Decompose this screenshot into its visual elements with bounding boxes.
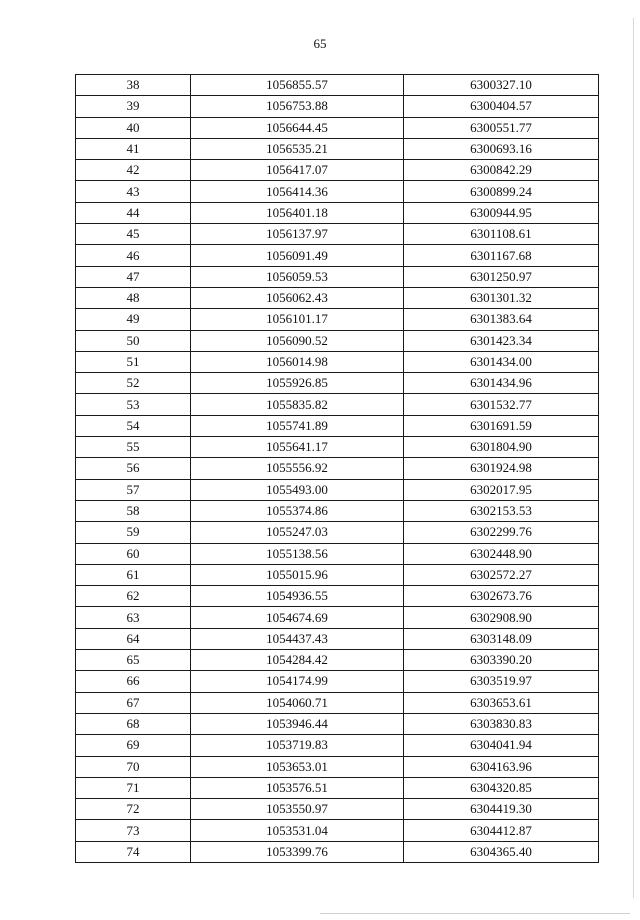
point-number-cell: 71 bbox=[76, 777, 191, 798]
table-row bbox=[76, 799, 599, 820]
point-number-cell: 45 bbox=[76, 224, 191, 245]
table-row bbox=[76, 224, 599, 245]
table-row bbox=[76, 266, 599, 287]
y-coordinate-cell: 6301250.97 bbox=[404, 266, 599, 287]
y-coordinate-cell: 6300899.24 bbox=[404, 181, 599, 202]
page-number: 65 bbox=[313, 36, 327, 51]
y-coordinate-cell: 6301383.64 bbox=[404, 309, 599, 330]
x-coordinate-cell: 1053399.76 bbox=[191, 841, 404, 862]
y-coordinate-cell: 6300944.95 bbox=[404, 202, 599, 223]
x-coordinate-cell: 1056855.57 bbox=[191, 75, 404, 96]
y-coordinate-cell: 6304163.96 bbox=[404, 756, 599, 777]
point-number-cell: 47 bbox=[76, 266, 191, 287]
y-coordinate-cell: 6302572.27 bbox=[404, 564, 599, 585]
point-number-cell: 62 bbox=[76, 586, 191, 607]
y-coordinate-cell: 6303653.61 bbox=[404, 692, 599, 713]
y-coordinate-cell: 6301434.96 bbox=[404, 373, 599, 394]
point-number-cell: 51 bbox=[76, 351, 191, 372]
point-number-cell: 70 bbox=[76, 756, 191, 777]
table-row bbox=[76, 245, 599, 266]
x-coordinate-cell: 1056753.88 bbox=[191, 96, 404, 117]
point-number-cell: 59 bbox=[76, 522, 191, 543]
y-coordinate-cell: 6301434.00 bbox=[404, 351, 599, 372]
x-coordinate-cell: 1056014.98 bbox=[191, 351, 404, 372]
x-coordinate-cell: 1055556.92 bbox=[191, 458, 404, 479]
point-number-cell: 55 bbox=[76, 437, 191, 458]
y-coordinate-cell: 6304365.40 bbox=[404, 841, 599, 862]
table-row bbox=[76, 309, 599, 330]
point-number-cell: 65 bbox=[76, 650, 191, 671]
table-row bbox=[76, 841, 599, 862]
point-number-cell: 61 bbox=[76, 564, 191, 585]
y-coordinate-cell: 6302448.90 bbox=[404, 543, 599, 564]
x-coordinate-cell: 1056090.52 bbox=[191, 330, 404, 351]
x-coordinate-cell: 1056059.53 bbox=[191, 266, 404, 287]
point-number-cell: 38 bbox=[76, 75, 191, 96]
point-number-cell: 41 bbox=[76, 138, 191, 159]
y-coordinate-cell: 6303148.09 bbox=[404, 628, 599, 649]
point-number-cell: 42 bbox=[76, 160, 191, 181]
x-coordinate-cell: 1056644.45 bbox=[191, 117, 404, 138]
point-number-cell: 64 bbox=[76, 628, 191, 649]
point-number-cell: 72 bbox=[76, 799, 191, 820]
point-number-cell: 40 bbox=[76, 117, 191, 138]
table-row bbox=[76, 415, 599, 436]
table-row bbox=[76, 756, 599, 777]
table-row bbox=[76, 287, 599, 308]
table-row bbox=[76, 713, 599, 734]
x-coordinate-cell: 1056535.21 bbox=[191, 138, 404, 159]
y-coordinate-cell: 6303519.97 bbox=[404, 671, 599, 692]
y-coordinate-cell: 6302017.95 bbox=[404, 479, 599, 500]
table-row bbox=[76, 671, 599, 692]
x-coordinate-cell: 1055641.17 bbox=[191, 437, 404, 458]
x-coordinate-cell: 1054174.99 bbox=[191, 671, 404, 692]
coordinates-table bbox=[75, 74, 599, 863]
point-number-cell: 53 bbox=[76, 394, 191, 415]
x-coordinate-cell: 1056401.18 bbox=[191, 202, 404, 223]
x-coordinate-cell: 1055138.56 bbox=[191, 543, 404, 564]
y-coordinate-cell: 6300404.57 bbox=[404, 96, 599, 117]
table-row bbox=[76, 75, 599, 96]
y-coordinate-cell: 6301108.61 bbox=[404, 224, 599, 245]
point-number-cell: 52 bbox=[76, 373, 191, 394]
point-number-cell: 48 bbox=[76, 287, 191, 308]
table-row bbox=[76, 458, 599, 479]
point-number-cell: 60 bbox=[76, 543, 191, 564]
x-coordinate-cell: 1055835.82 bbox=[191, 394, 404, 415]
table-row bbox=[76, 330, 599, 351]
y-coordinate-cell: 6301532.77 bbox=[404, 394, 599, 415]
table-row bbox=[76, 202, 599, 223]
table-row bbox=[76, 628, 599, 649]
x-coordinate-cell: 1054060.71 bbox=[191, 692, 404, 713]
scan-edge-bottom bbox=[320, 913, 630, 914]
x-coordinate-cell: 1055374.86 bbox=[191, 500, 404, 521]
x-coordinate-cell: 1053946.44 bbox=[191, 713, 404, 734]
table-row bbox=[76, 820, 599, 841]
table-row bbox=[76, 564, 599, 585]
x-coordinate-cell: 1056091.49 bbox=[191, 245, 404, 266]
y-coordinate-cell: 6301423.34 bbox=[404, 330, 599, 351]
point-number-cell: 49 bbox=[76, 309, 191, 330]
y-coordinate-cell: 6302299.76 bbox=[404, 522, 599, 543]
point-number-cell: 50 bbox=[76, 330, 191, 351]
point-number-cell: 73 bbox=[76, 820, 191, 841]
y-coordinate-cell: 6301924.98 bbox=[404, 458, 599, 479]
point-number-cell: 56 bbox=[76, 458, 191, 479]
x-coordinate-cell: 1056417.07 bbox=[191, 160, 404, 181]
table-body bbox=[76, 75, 599, 863]
y-coordinate-cell: 6301804.90 bbox=[404, 437, 599, 458]
table-row bbox=[76, 96, 599, 117]
x-coordinate-cell: 1054284.42 bbox=[191, 650, 404, 671]
y-coordinate-cell: 6304412.87 bbox=[404, 820, 599, 841]
y-coordinate-cell: 6304320.85 bbox=[404, 777, 599, 798]
table-row bbox=[76, 351, 599, 372]
x-coordinate-cell: 1056137.97 bbox=[191, 224, 404, 245]
point-number-cell: 74 bbox=[76, 841, 191, 862]
table-row bbox=[76, 394, 599, 415]
y-coordinate-cell: 6301301.32 bbox=[404, 287, 599, 308]
x-coordinate-cell: 1054674.69 bbox=[191, 607, 404, 628]
y-coordinate-cell: 6304419.30 bbox=[404, 799, 599, 820]
x-coordinate-cell: 1055926.85 bbox=[191, 373, 404, 394]
scan-edge-right bbox=[633, 18, 634, 898]
table-row bbox=[76, 735, 599, 756]
y-coordinate-cell: 6301691.59 bbox=[404, 415, 599, 436]
table-row bbox=[76, 181, 599, 202]
point-number-cell: 58 bbox=[76, 500, 191, 521]
y-coordinate-cell: 6300842.29 bbox=[404, 160, 599, 181]
point-number-cell: 54 bbox=[76, 415, 191, 436]
table-row bbox=[76, 607, 599, 628]
x-coordinate-cell: 1053550.97 bbox=[191, 799, 404, 820]
table-row bbox=[76, 586, 599, 607]
y-coordinate-cell: 6302153.53 bbox=[404, 500, 599, 521]
x-coordinate-cell: 1055493.00 bbox=[191, 479, 404, 500]
table-row bbox=[76, 692, 599, 713]
x-coordinate-cell: 1056062.43 bbox=[191, 287, 404, 308]
point-number-cell: 39 bbox=[76, 96, 191, 117]
x-coordinate-cell: 1055741.89 bbox=[191, 415, 404, 436]
y-coordinate-cell: 6301167.68 bbox=[404, 245, 599, 266]
table-row bbox=[76, 522, 599, 543]
table-row bbox=[76, 479, 599, 500]
x-coordinate-cell: 1053576.51 bbox=[191, 777, 404, 798]
point-number-cell: 43 bbox=[76, 181, 191, 202]
table-row bbox=[76, 373, 599, 394]
table-row bbox=[76, 500, 599, 521]
y-coordinate-cell: 6304041.94 bbox=[404, 735, 599, 756]
y-coordinate-cell: 6303390.20 bbox=[404, 650, 599, 671]
table-row bbox=[76, 777, 599, 798]
y-coordinate-cell: 6300327.10 bbox=[404, 75, 599, 96]
point-number-cell: 57 bbox=[76, 479, 191, 500]
y-coordinate-cell: 6300693.16 bbox=[404, 138, 599, 159]
table-row bbox=[76, 117, 599, 138]
y-coordinate-cell: 6303830.83 bbox=[404, 713, 599, 734]
x-coordinate-cell: 1054936.55 bbox=[191, 586, 404, 607]
y-coordinate-cell: 6302673.76 bbox=[404, 586, 599, 607]
table-row bbox=[76, 650, 599, 671]
x-coordinate-cell: 1056414.36 bbox=[191, 181, 404, 202]
x-coordinate-cell: 1055015.96 bbox=[191, 564, 404, 585]
point-number-cell: 66 bbox=[76, 671, 191, 692]
x-coordinate-cell: 1056101.17 bbox=[191, 309, 404, 330]
x-coordinate-cell: 1053531.04 bbox=[191, 820, 404, 841]
point-number-cell: 44 bbox=[76, 202, 191, 223]
x-coordinate-cell: 1053719.83 bbox=[191, 735, 404, 756]
x-coordinate-cell: 1053653.01 bbox=[191, 756, 404, 777]
x-coordinate-cell: 1055247.03 bbox=[191, 522, 404, 543]
point-number-cell: 67 bbox=[76, 692, 191, 713]
table-row bbox=[76, 138, 599, 159]
x-coordinate-cell: 1054437.43 bbox=[191, 628, 404, 649]
table-row bbox=[76, 543, 599, 564]
point-number-cell: 46 bbox=[76, 245, 191, 266]
point-number-cell: 69 bbox=[76, 735, 191, 756]
point-number-cell: 68 bbox=[76, 713, 191, 734]
table-row bbox=[76, 437, 599, 458]
y-coordinate-cell: 6302908.90 bbox=[404, 607, 599, 628]
table-row bbox=[76, 160, 599, 181]
y-coordinate-cell: 6300551.77 bbox=[404, 117, 599, 138]
point-number-cell: 63 bbox=[76, 607, 191, 628]
